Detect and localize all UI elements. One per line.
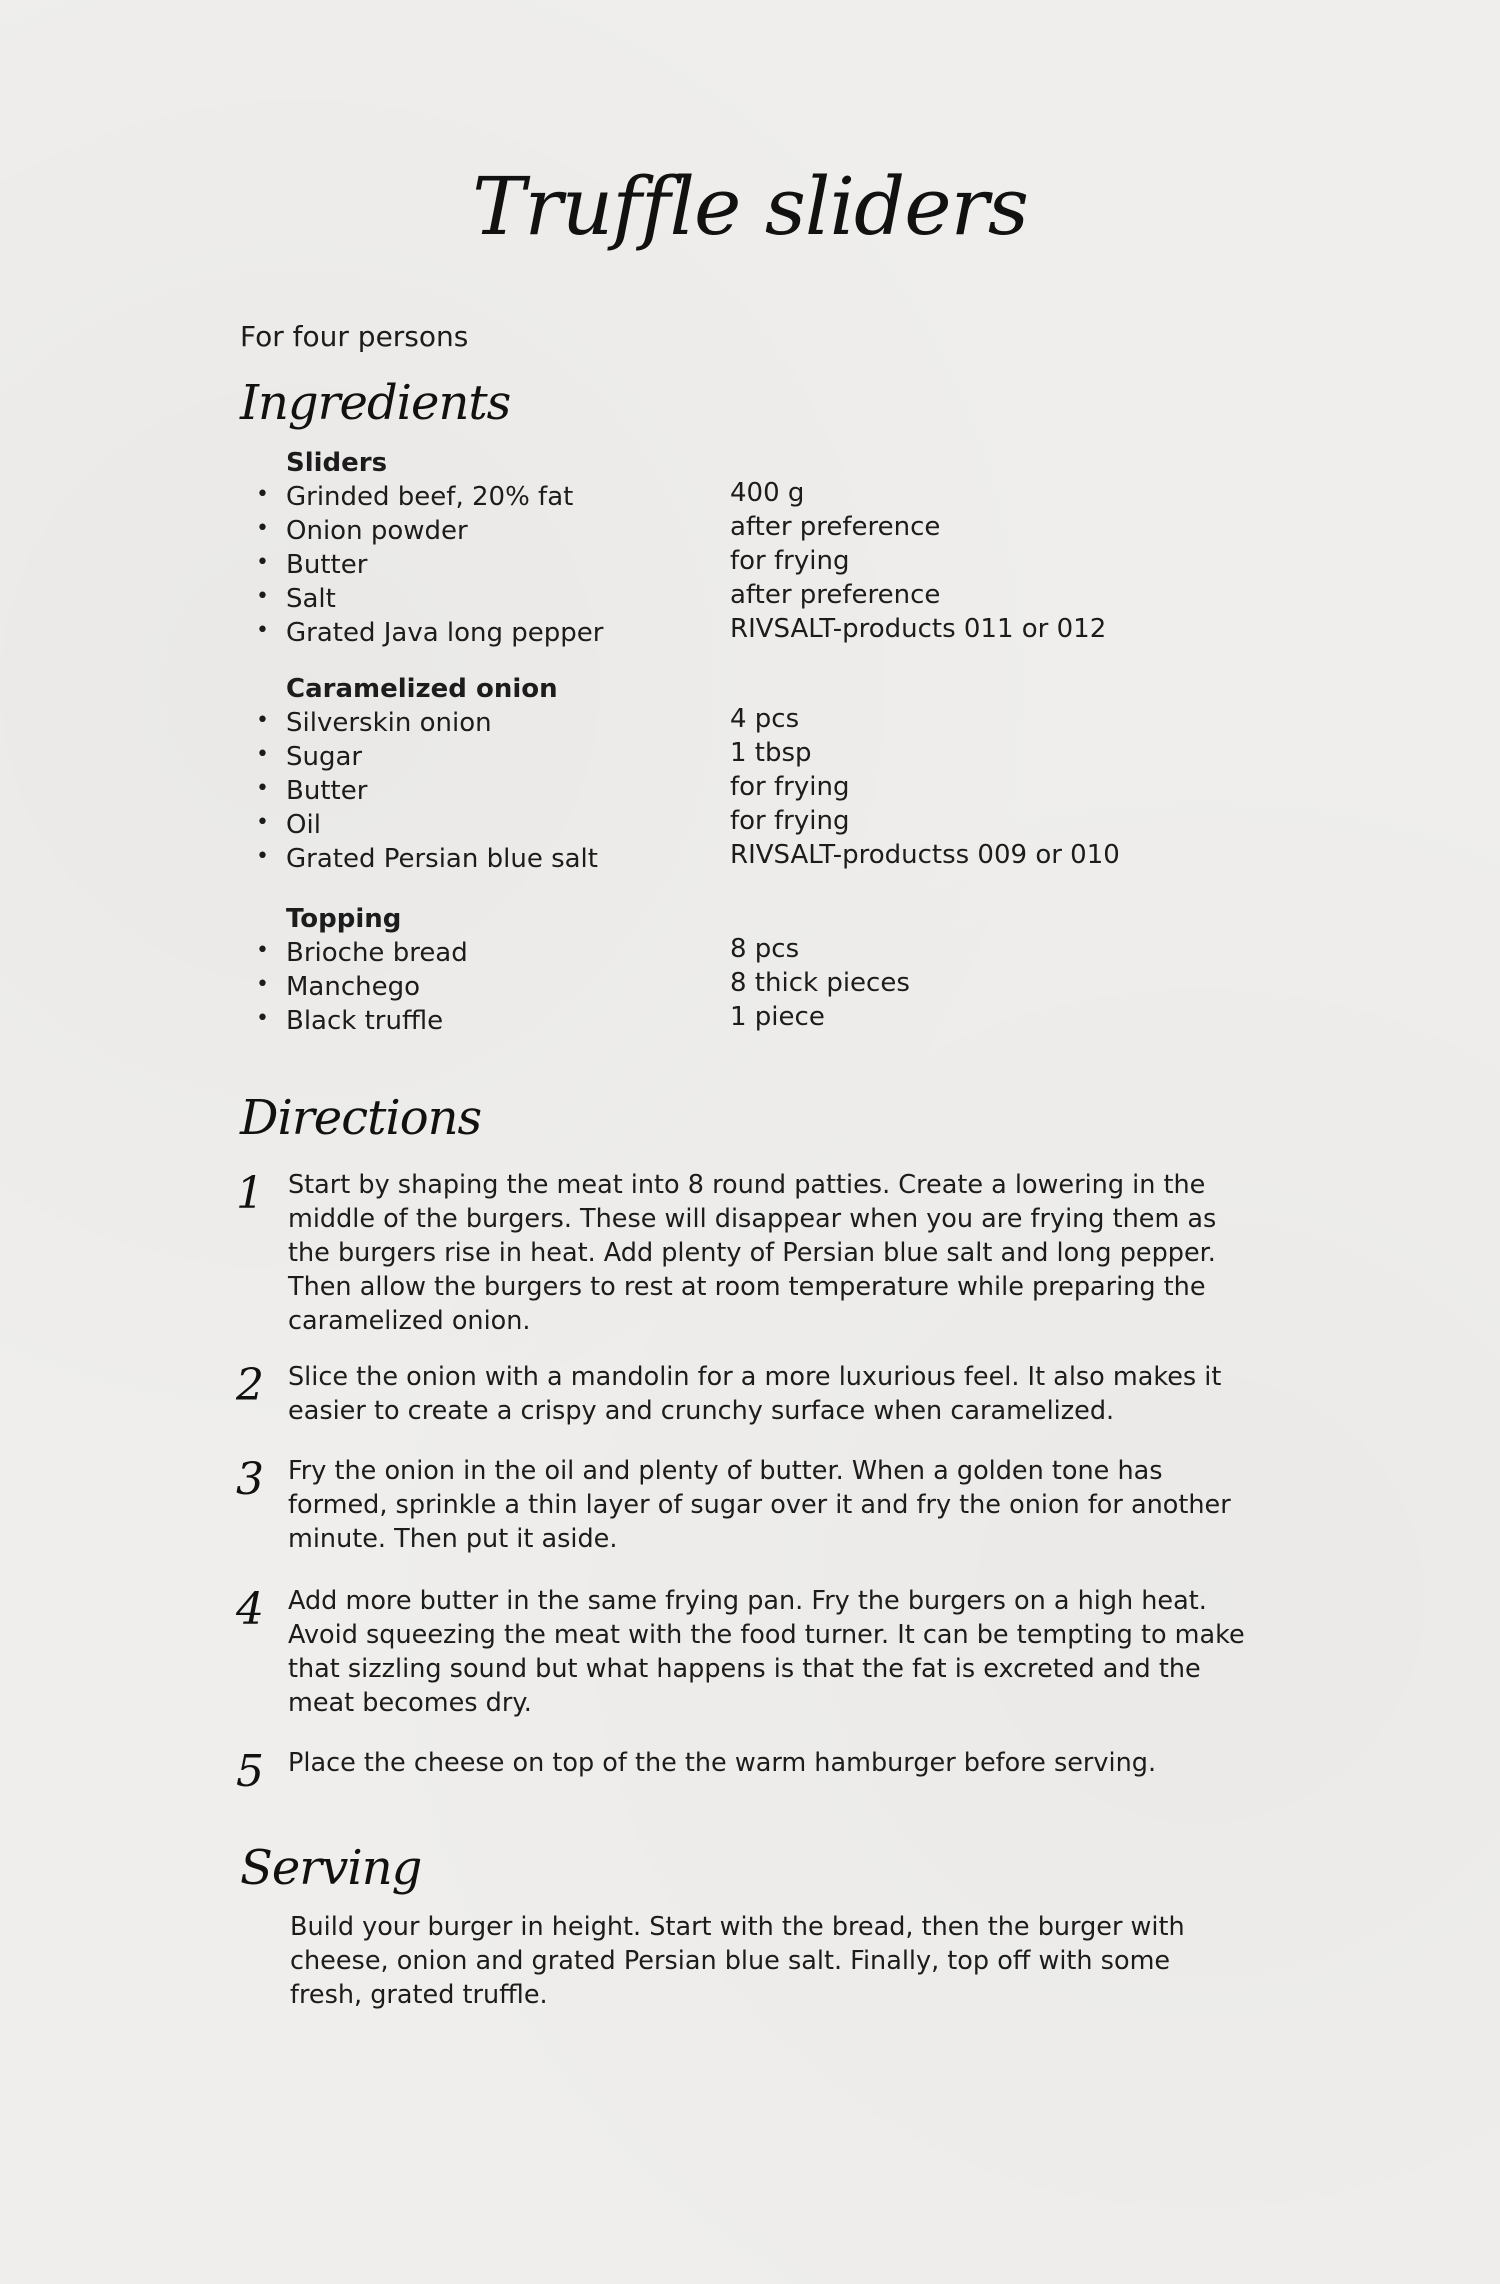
serving-heading: Serving <box>240 1840 422 1896</box>
ingredient-amount: 1 tbsp <box>730 738 812 768</box>
ingredient-row <box>256 840 1156 878</box>
ingredient-name: Butter <box>286 550 368 580</box>
step-text: Start by shaping the meat into 8 round patties. Create a lowering in the middle of the burgers. These will disappear when you are frying them as the burgers rise in heat. Add plenty of Persian blue salt and long pepper. Then allow the burgers to rest at room temperature while preparing the caramelized onion. <box>288 1170 1217 1336</box>
ingredient-row <box>256 512 1156 550</box>
ingredient-amount: for frying <box>730 546 850 576</box>
servings-text: For four persons <box>240 320 469 353</box>
bullet-icon: • <box>256 550 269 575</box>
ingredient-row <box>256 546 1156 584</box>
ingredient-row <box>256 478 1156 516</box>
ingredient-amount: 400 g <box>730 478 805 508</box>
ingredient-group-title: Caramelized onion <box>286 674 558 704</box>
ingredient-row <box>256 806 1156 844</box>
ingredient-row <box>256 934 1156 972</box>
bullet-icon: • <box>256 516 269 541</box>
bullet-icon: • <box>256 584 269 609</box>
ingredient-name: Grated Java long pepper <box>286 618 604 648</box>
ingredient-amount: RIVSALT-productss 009 or 010 <box>730 840 1120 870</box>
ingredient-name: Black truffle <box>286 1006 444 1036</box>
step-number: 5 <box>236 1746 264 1797</box>
step-text: Place the cheese on top of the the warm hamburger before serving. <box>288 1748 1157 1778</box>
step-number: 4 <box>236 1584 264 1635</box>
ingredients-heading: Ingredients <box>240 375 511 431</box>
ingredient-amount: for frying <box>730 806 850 836</box>
ingredient-row <box>256 738 1156 776</box>
bullet-icon: • <box>256 708 269 733</box>
ingredient-row <box>256 580 1156 618</box>
ingredient-row <box>256 772 1156 810</box>
ingredient-row <box>256 704 1156 742</box>
directions-heading: Directions <box>240 1090 482 1146</box>
bullet-icon: • <box>256 776 269 801</box>
ingredient-amount: after preference <box>730 512 941 542</box>
bullet-icon: • <box>256 482 269 507</box>
step-number: 1 <box>236 1168 264 1219</box>
ingredient-name: Oil <box>286 810 321 840</box>
ingredient-name: Brioche bread <box>286 938 468 968</box>
ingredient-amount: 4 pcs <box>730 704 800 734</box>
ingredient-name: Salt <box>286 584 336 614</box>
step-number: 2 <box>236 1360 264 1411</box>
bullet-icon: • <box>256 844 269 869</box>
bullet-icon: • <box>256 972 269 997</box>
ingredient-amount: after preference <box>730 580 941 610</box>
ingredient-row <box>256 1002 1156 1040</box>
ingredient-name: Manchego <box>286 972 421 1002</box>
ingredient-name: Grated Persian blue salt <box>286 844 598 874</box>
bullet-icon: • <box>256 1006 269 1031</box>
step-text: Add more butter in the same frying pan. Fry the burgers on a high heat. Avoid squeezing the meat with the food turner. It can be tempting to make that sizzling sound but what happens is that the fat is excreted and the meat becomes dry. <box>288 1586 1245 1718</box>
ingredient-row <box>256 614 1156 652</box>
ingredient-name: Sugar <box>286 742 363 772</box>
ingredient-amount: 8 pcs <box>730 934 800 964</box>
step-number: 3 <box>236 1454 264 1505</box>
ingredient-group-title: Sliders <box>286 448 388 478</box>
bullet-icon: • <box>256 810 269 835</box>
ingredient-name: Silverskin onion <box>286 708 492 738</box>
bullet-icon: • <box>256 618 269 643</box>
ingredient-name: Onion powder <box>286 516 468 546</box>
ingredient-amount: for frying <box>730 772 850 802</box>
step-text: Fry the onion in the oil and plenty of butter. When a golden tone has formed, sprinkle a thin layer of sugar over it and fry the onion for another minute. Then put it aside. <box>288 1456 1231 1554</box>
bullet-icon: • <box>256 742 269 767</box>
ingredient-amount: 1 piece <box>730 1002 825 1032</box>
page-title: Truffle sliders <box>472 160 1028 253</box>
ingredient-group-title: Topping <box>286 904 402 934</box>
ingredient-amount: RIVSALT-products 011 or 012 <box>730 614 1107 644</box>
bullet-icon: • <box>256 938 269 963</box>
ingredient-name: Grinded beef, 20% fat <box>286 482 574 512</box>
ingredient-amount: 8 thick pieces <box>730 968 910 998</box>
ingredient-row <box>256 968 1156 1006</box>
serving-text: Build your burger in height. Start with the bread, then the burger with cheese, onion and grated Persian blue salt. Finally, top off with some fresh, grated truffle. <box>290 1912 1185 2010</box>
step-text: Slice the onion with a mandolin for a more luxurious feel. It also makes it easier to create a crispy and crunchy surface when caramelized. <box>288 1362 1222 1426</box>
ingredient-name: Butter <box>286 776 368 806</box>
